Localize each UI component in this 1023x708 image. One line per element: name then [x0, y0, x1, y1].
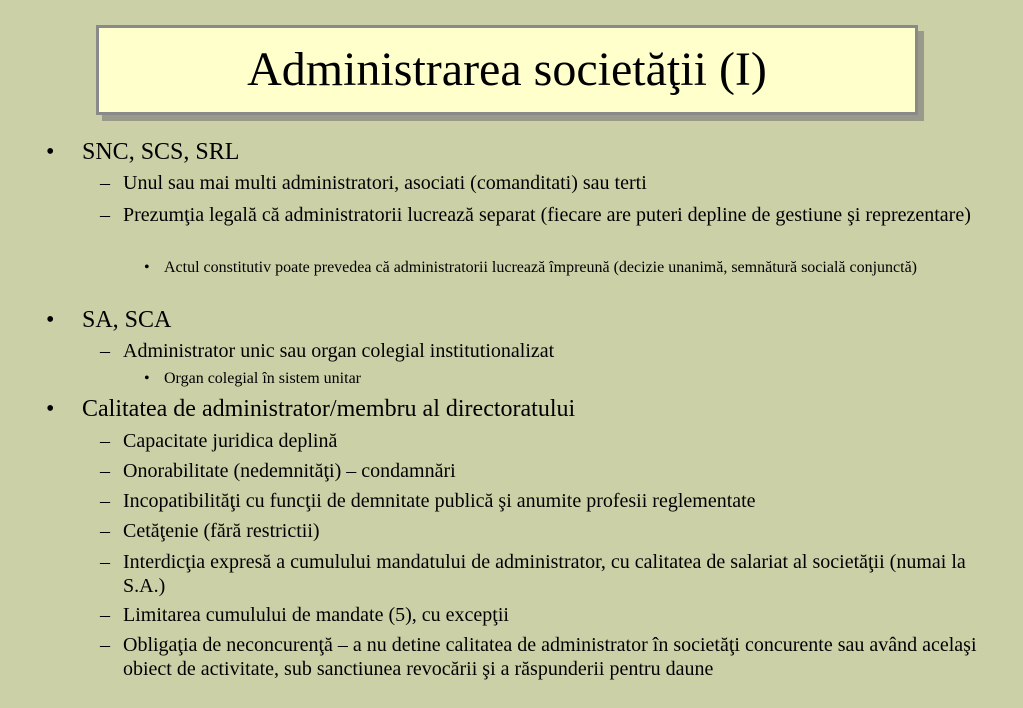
- bullet-text: Onorabilitate (nedemnităţi) – condamnări: [123, 460, 456, 482]
- dash-marker: –: [100, 460, 110, 482]
- bullet-text: Cetăţenie (fără restrictii): [123, 520, 320, 542]
- bullet-text: Calitatea de administrator/membru al directoratului: [82, 396, 576, 422]
- bullet-text: Incopatibilităţi cu funcţii de demnitate publică şi anumite profesii reglementate: [123, 490, 756, 512]
- bullet-text: Prezumţia legală că administratorii lucrează separat (fiecare are puteri depline de gestiune şi reprezentare): [123, 204, 971, 226]
- dash-marker: –: [100, 430, 110, 452]
- title-box: [96, 25, 918, 115]
- bullet-text: Limitarea cumulului de mandate (5), cu excepţii: [123, 604, 509, 626]
- dash-marker: –: [100, 490, 110, 512]
- slide-title: Administrarea societăţii (I): [247, 43, 767, 96]
- bullet-marker: •: [144, 370, 150, 387]
- dash-marker: –: [100, 634, 110, 656]
- dash-marker: –: [100, 520, 110, 542]
- bullet-marker: •: [46, 307, 55, 333]
- bullet-text: Capacitate juridica deplină: [123, 430, 338, 452]
- bullet-marker: •: [144, 259, 150, 276]
- dash-marker: –: [100, 204, 110, 226]
- bullet-text: SA, SCA: [82, 307, 172, 333]
- bullet-text: Organ colegial în sistem unitar: [164, 370, 361, 387]
- bullet-text: Interdicţia expresă a cumulului mandatului de administrator, cu calitatea de salariat al societăţii (numai la S.A.): [123, 551, 966, 597]
- bullet-text: Administrator unic sau organ colegial institutionalizat: [123, 340, 555, 362]
- dash-marker: –: [100, 551, 110, 573]
- dash-marker: –: [100, 340, 110, 362]
- bullet-text: Obligaţia de neconcurenţă – a nu detine calitatea de administrator în societăţi concurente sau având acelaşi obiect de activitate, sub sanctiunea revocării şi a răspunderii pentru daune: [123, 634, 977, 680]
- bullet-marker: •: [46, 139, 55, 165]
- dash-marker: –: [100, 604, 110, 626]
- bullet-text: SNC, SCS, SRL: [82, 139, 240, 165]
- bullet-marker: •: [46, 396, 55, 422]
- dash-marker: –: [100, 172, 110, 194]
- bullet-text: Unul sau mai multi administratori, asociati (comanditati) sau terti: [123, 172, 647, 194]
- bullet-text: Actul constitutiv poate prevedea că administratorii lucrează împreună (decizie unanimă, semnătură socială conjunctă): [164, 259, 918, 276]
